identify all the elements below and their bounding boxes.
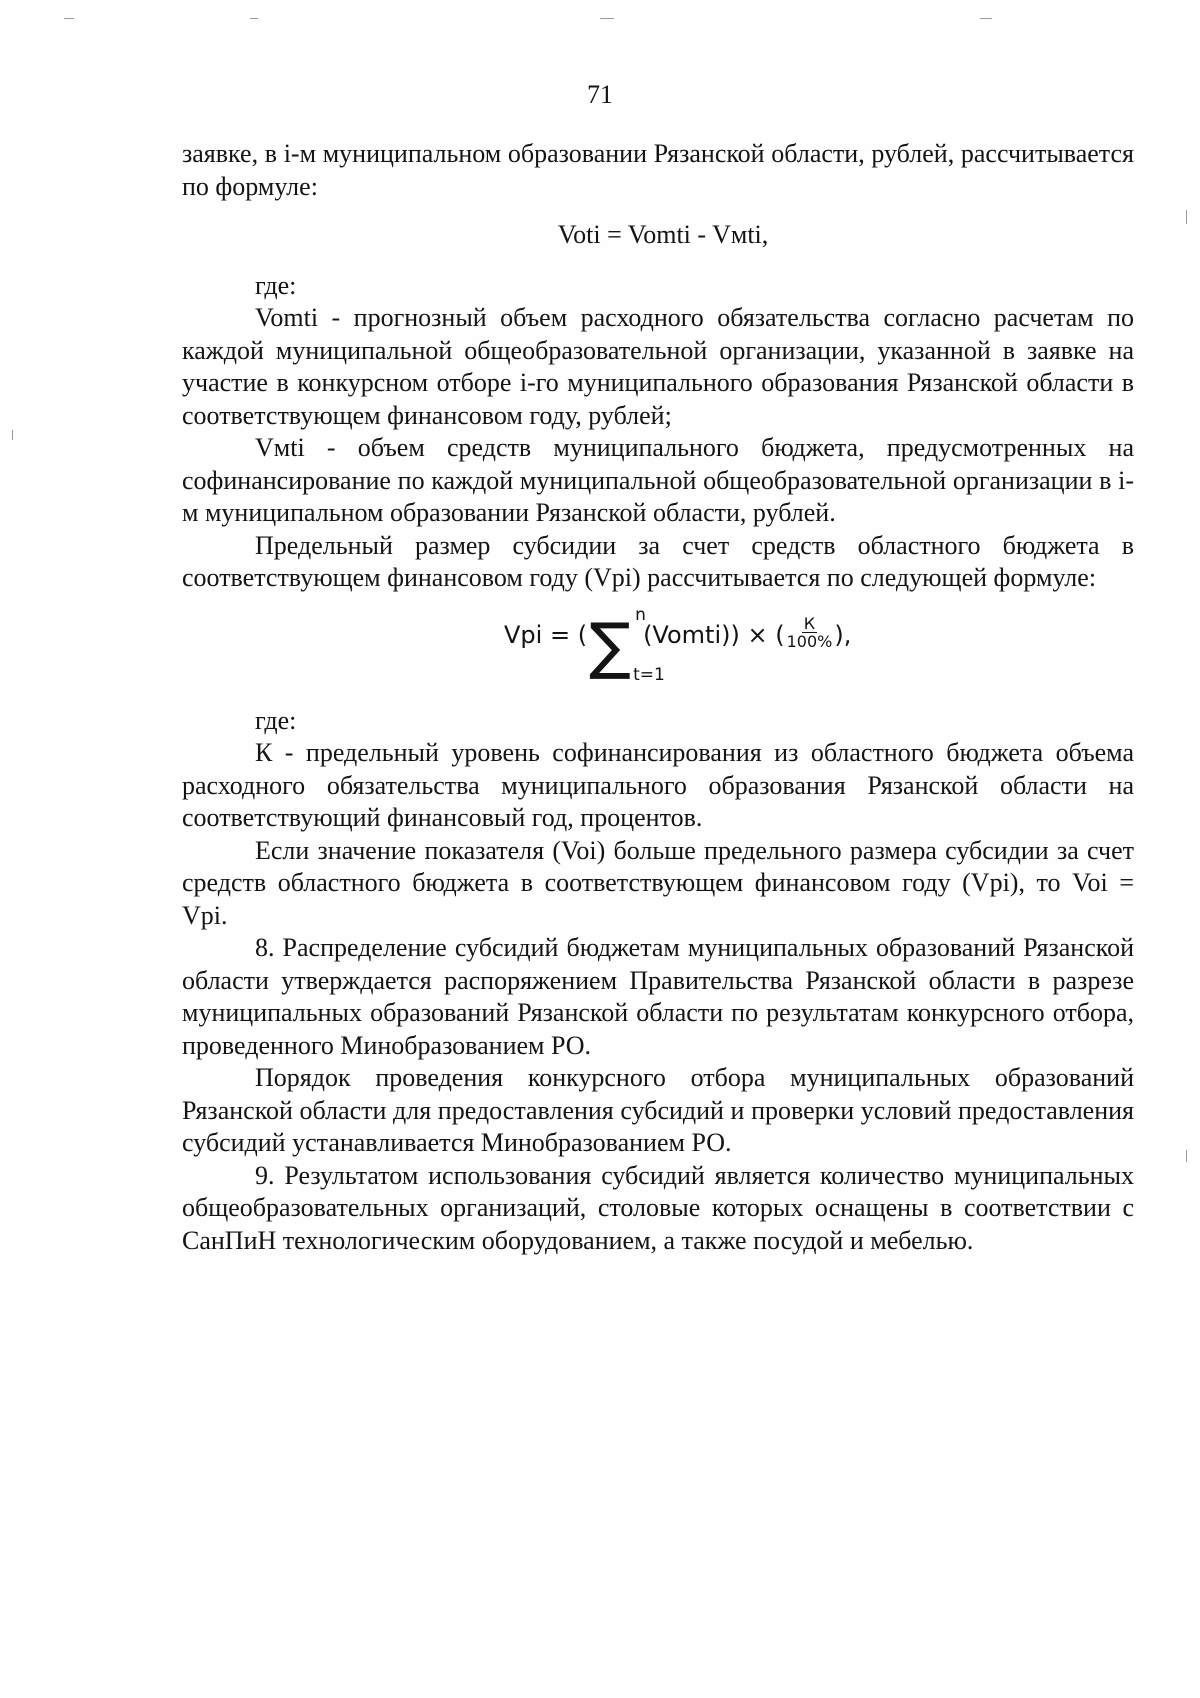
scan-speck xyxy=(1186,1150,1187,1162)
item-8-paragraph: 8. Распределение субсидий бюджетам муниципальных образований Рязанской области утверждается распоряжением Правительства Рязанской области в разрезе муниципальных образований Рязанской области по результатам конкурсного отбора, проведенного Минобразованием РО. xyxy=(182,933,1134,1060)
scan-speck xyxy=(250,18,258,19)
where-label-2: где: xyxy=(255,705,297,735)
condition-paragraph: Если значение показателя (Voi) больше предельного размера субсидии за счет средств областного бюджета в соответствующем финансовом году (Vpi), то Voi = Vpi. xyxy=(182,835,1134,930)
fraction-numerator: К xyxy=(803,613,816,633)
procedure-paragraph: Порядок проведения конкурсного отбора муниципальных образований Рязанской области для предоставления субсидий и проверки условий предоставления субсидий устанавливается Минобразованием РО. xyxy=(182,1063,1134,1157)
document-body xyxy=(182,138,1134,1257)
scan-speck xyxy=(64,18,74,19)
summation-upper-limit: n xyxy=(635,604,646,625)
definition-vmti: Vмti - объем средств муниципального бюджета, предусмотренных на софинансирование по каждой муниципальной общеобразовательной организации в i-м муниципальном образовании Рязанской области, рублей. xyxy=(182,433,1134,527)
fraction xyxy=(785,615,835,650)
formula-vpi-term: (Vomti)) × ( xyxy=(643,620,785,649)
formula-vpi-tail: ), xyxy=(834,620,852,649)
limit-intro-paragraph: Предельный размер субсидии за счет средств областного бюджета в соответствующем финансовом году (Vpi) рассчитывается по следующей формуле: xyxy=(182,530,1134,592)
formula-vpi xyxy=(182,595,1134,705)
formula-voti: Voti = Vomti - Vмti, xyxy=(557,220,769,249)
summation-sign: ∑ xyxy=(589,608,631,682)
definition-vomti: Vomti - прогнозный объем расходного обязательства согласно расчетам по каждой муниципальной общеобразовательной организации, указанной в заявке на участие в конкурсном отборе i-го муниципального образования Рязанской области в соответствующем финансовом году, рублей; xyxy=(182,303,1134,430)
formula-vpi-lhs: Vpi = ( xyxy=(504,620,588,649)
where-label: где: xyxy=(255,270,297,300)
fraction-denominator: 100% xyxy=(786,631,833,651)
scan-speck xyxy=(12,430,13,440)
item-9-paragraph: 9. Результатом использования субсидий является количество муниципальных общеобразовательных организаций, столовые которых оснащены в соответствии с СанПиН технологическим оборудованием, а также посудой и мебелью. xyxy=(182,1160,1134,1255)
summation xyxy=(589,604,665,691)
scan-speck xyxy=(980,18,992,19)
intro-paragraph: заявке, в i-м муниципальном образовании Рязанской области, рублей, рассчитывается по формуле: xyxy=(182,139,1134,201)
definition-k: К - предельный уровень софинансирования из областного бюджета объема расходного обязательства муниципального образования Рязанской области на соответствующий финансовый год, процентов. xyxy=(182,738,1134,832)
scan-speck xyxy=(600,18,614,19)
page-number: 71 xyxy=(587,80,613,109)
scan-speck xyxy=(1186,210,1187,224)
summation-lower-limit: t=1 xyxy=(633,664,665,685)
